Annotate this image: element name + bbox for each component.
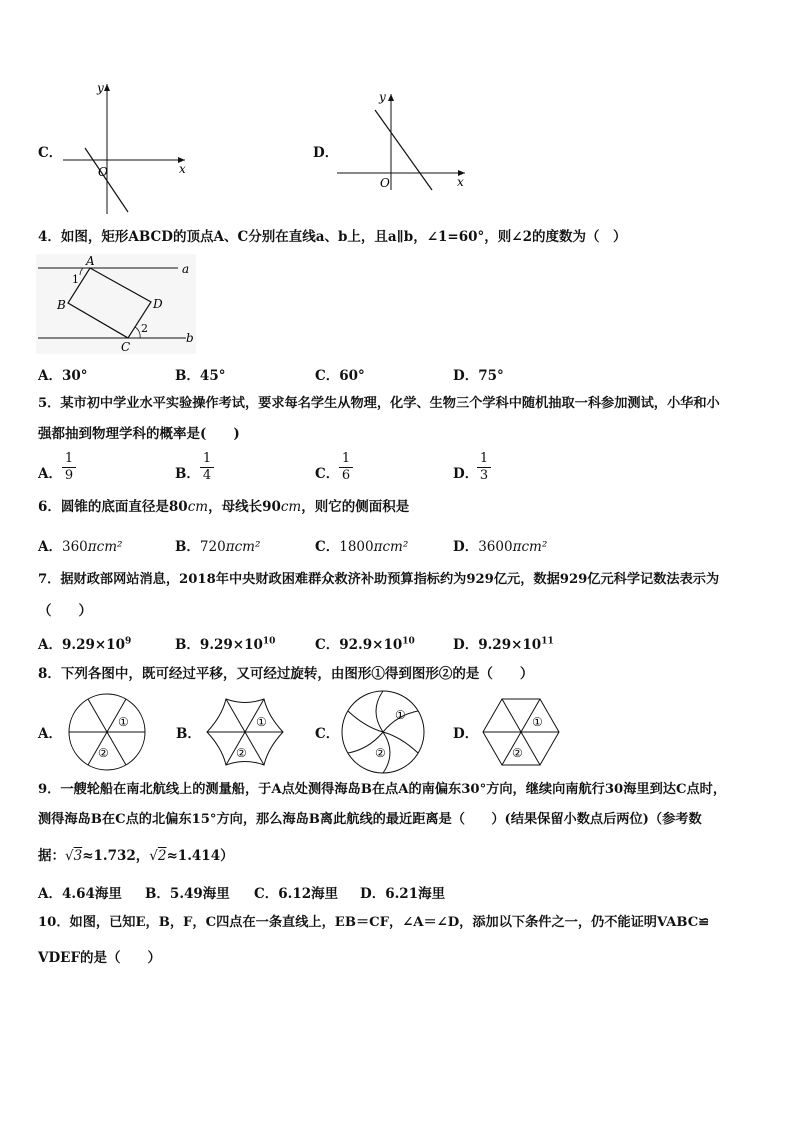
- q6-stem: 6．圆锥的底面直径是80cm，母线长90cm，则它的侧面积是: [38, 499, 410, 515]
- q6-option-c: C．1800πcm²: [315, 539, 409, 555]
- q4-option-c: C．60°: [315, 368, 365, 384]
- q4-label-angle-1: 1: [72, 273, 79, 286]
- q8-stem: 8．下列各图中，既可经过平移，又可经过旋转，由图形①得到图形②的是（ ）: [38, 666, 534, 682]
- q4-option-b: B．45°: [175, 368, 226, 384]
- q4-option-a: A．30°: [38, 368, 88, 384]
- q8-option-b-label: B．: [176, 726, 201, 742]
- q3c-axis-y: y: [97, 81, 104, 95]
- q9-option-c: C．6.12海里: [254, 886, 339, 902]
- q6-option-b: B．720πcm²: [175, 539, 261, 555]
- q7-stem-line2: （ ）: [38, 603, 92, 619]
- q4-label-a-vertex: A: [86, 254, 95, 268]
- q5-option-b-label: B．: [175, 466, 200, 482]
- q8c-mark-1: ①: [395, 708, 406, 722]
- q4-label-d-vertex: D: [153, 297, 163, 311]
- q8d-mark-2: ②: [512, 746, 523, 760]
- q6-option-d: D．3600πcm²: [453, 539, 548, 555]
- q3-option-d-label: D．: [313, 145, 339, 161]
- q7-option-a: A．$9.29\times 10^9$: [38, 636, 132, 653]
- q3-option-d-graph: [333, 86, 473, 196]
- q8c-mark-2: ②: [375, 746, 386, 760]
- q3-option-c-label: C．: [38, 145, 63, 161]
- q5-option-b-fraction: 1 4: [200, 452, 214, 483]
- q3d-origin: O: [380, 176, 390, 190]
- q7-stem-line1: 7．据财政部网站消息，2018年中央财政困难群众救济补助预算指标约为929亿元，数据929亿元科学记数法表示为: [38, 572, 720, 587]
- q8b-mark-1: ①: [256, 715, 267, 729]
- q7-option-b: B．$9.29\times 10^{10}$: [175, 636, 276, 653]
- q8d-mark-1: ①: [532, 715, 543, 729]
- q5-option-d-fraction: 1 3: [477, 452, 491, 483]
- q8-option-c-label: C．: [315, 726, 340, 742]
- q3-option-c-graph: [55, 78, 195, 218]
- q4-label-angle-2: 2: [141, 322, 148, 335]
- q5-stem-line2: 强都抽到物理学科的概率是( ): [38, 426, 240, 442]
- q4-figure: [36, 254, 196, 354]
- q9-option-d: D．6.21海里: [360, 886, 446, 902]
- q4-stem: 4．如图，矩形ABCD的顶点A、C分别在直线a、b上，且a∥b，∠1=60°，则∠2的度数为（ ）: [38, 229, 627, 245]
- q3c-axis-x: x: [179, 162, 186, 176]
- q5-option-d-label: D．: [453, 466, 479, 482]
- q8-option-b-figure: [200, 692, 290, 772]
- q9-option-b: B．5.49海里: [145, 886, 230, 902]
- q5-option-c-fraction: 1 6: [339, 452, 353, 483]
- q9-option-a: A．4.64海里: [38, 886, 122, 902]
- q5-option-a-fraction: 1 9: [62, 452, 76, 483]
- q8-option-d-label: D．: [453, 726, 479, 742]
- q8a-mark-1: ①: [118, 715, 129, 729]
- q3c-origin: O: [98, 165, 108, 179]
- q8-option-a-figure: [62, 692, 152, 772]
- q4-label-c-vertex: C: [121, 340, 131, 354]
- q4-option-d: D．75°: [453, 368, 504, 384]
- q9-stem-line1: 9．一艘轮船在南北航线上的测量船，于A点处测得海岛B在点A的南偏东30°方向，继续向南航行30海里到达C点时，: [38, 782, 727, 797]
- q7-option-c: C．$92.9\times 10^{10}$: [315, 636, 415, 653]
- q8-option-c-figure: [339, 689, 427, 775]
- q8-option-d-figure: [476, 692, 566, 772]
- q4-label-line-b: b: [186, 331, 194, 345]
- q3d-axis-x: x: [457, 175, 464, 189]
- q4-label-line-a: a: [182, 262, 190, 276]
- q6-option-a: A．360πcm²: [38, 539, 123, 555]
- q5-stem-line1: 5．某市初中学业水平实验操作考试，要求每名学生从物理，化学、生物三个学科中随机抽取一科参加测试，小华和小: [38, 396, 720, 411]
- q5-option-a-label: A．: [38, 466, 62, 482]
- q8a-mark-2: ②: [98, 746, 109, 760]
- q8b-mark-2: ②: [236, 746, 247, 760]
- q8-option-a-label: A．: [38, 726, 62, 742]
- q9-stem-line2: 测得海岛B在C点的北偏东15°方向，那么海岛B离此航线的最近距离是（ ）(结果保留小数点后两位)（参考数: [38, 812, 702, 827]
- q10-stem-line2: VDEF的是（ ）: [38, 950, 162, 966]
- q9-stem-line3: 据：√3≈1.732，√2≈1.414）: [38, 848, 234, 864]
- q7-option-d: D．$9.29\times 10^{11}$: [453, 636, 554, 653]
- q3d-axis-y: y: [379, 90, 386, 104]
- q10-stem-line1: 10．如图，已知E，B，F，C四点在一条直线上，EB＝CF，∠A＝∠D，添加以下条件之一，仍不能证明VABC≌: [38, 915, 710, 930]
- q4-label-b-vertex: B: [57, 298, 66, 312]
- q5-option-c-label: C．: [315, 466, 340, 482]
